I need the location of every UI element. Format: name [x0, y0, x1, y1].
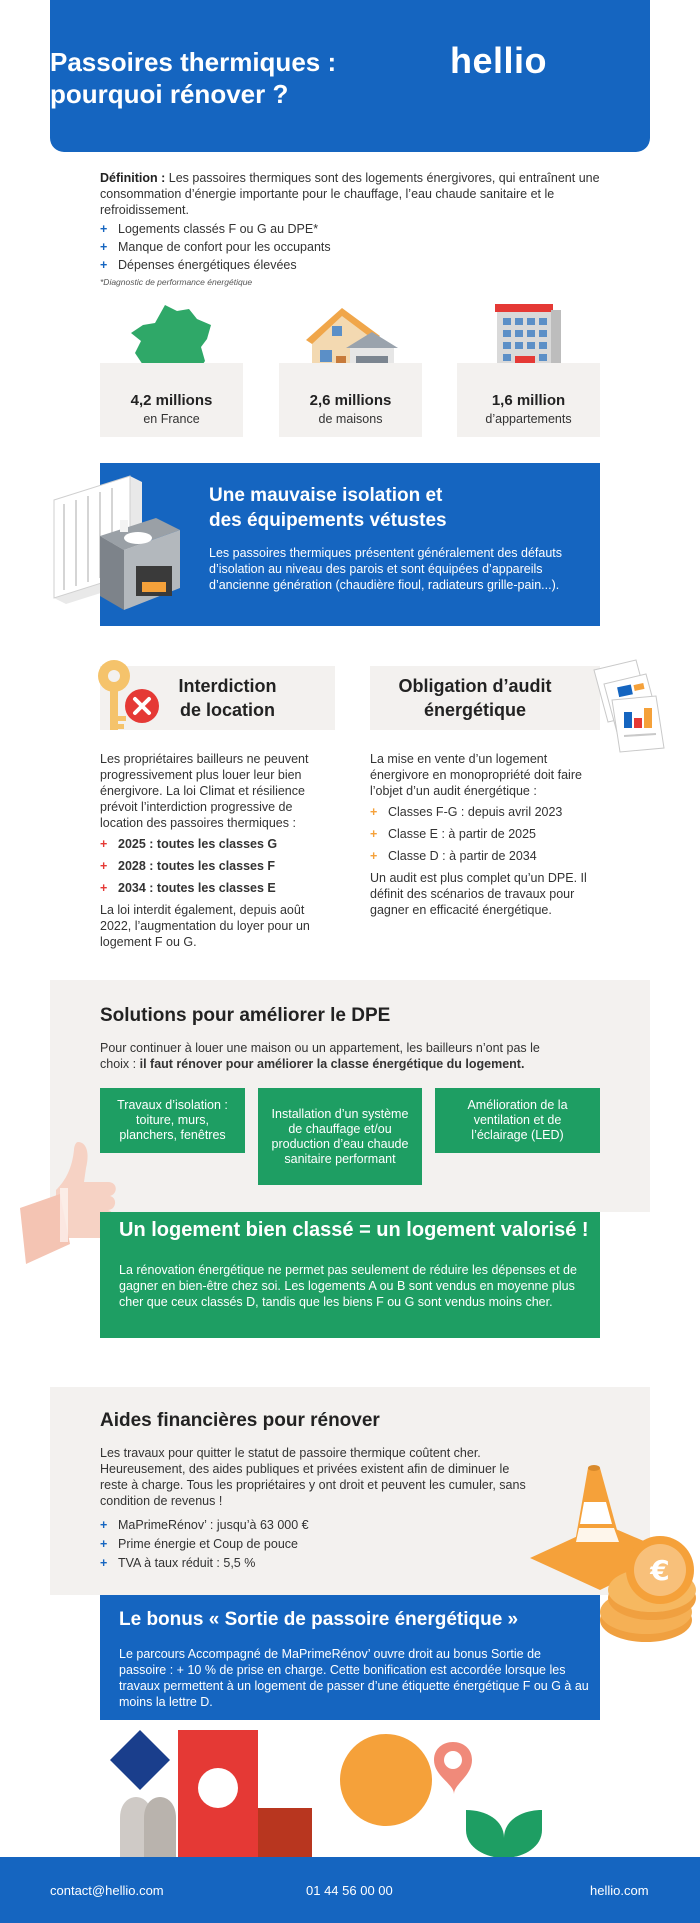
- list-item: [100, 1536, 309, 1555]
- plus-icon: +: [100, 222, 108, 236]
- plus-icon: +: [370, 827, 378, 841]
- bonus-text: Le parcours Accompagné de MaPrimeRénov’ ouvre droit au bonus Sortie de passoire : + 10 % de prise en charge. Cette bonification est accordée lorsque les travaux permettent à un logement de passer d’une étiquette énergétique F ou G à au moins la lettre D.: [119, 1647, 589, 1709]
- list-item-text: Classe D : à partir de 2034: [388, 849, 537, 863]
- solution-card-text: Installation d’un système de chauffage et/ou production d’eau chaude sanitaire performant: [271, 1106, 409, 1166]
- valorise-title: Un logement bien classé = un logement valorisé !: [119, 1219, 589, 1241]
- solution-card-ventilation: [435, 1088, 600, 1153]
- list-item: [370, 848, 600, 870]
- aides-title: Aides financières pour rénover: [100, 1410, 380, 1431]
- solution-card-text: Travaux d’isolation : toiture, murs, planchers, fenêtres: [117, 1098, 228, 1142]
- audit-documents-icon: [584, 656, 672, 756]
- solution-card-heating: [258, 1088, 422, 1185]
- list-item-text: Manque de confort pour les occupants: [118, 240, 331, 254]
- audit-title-line1: Obligation d’audit: [398, 676, 552, 696]
- decorative-shapes-banner: [110, 1730, 590, 1858]
- list-item: [100, 1555, 309, 1574]
- list-item-text: Dépenses énergétiques élevées: [118, 258, 297, 272]
- plus-icon: +: [100, 837, 108, 851]
- stat-label: de maisons: [318, 412, 383, 426]
- bonus-title: Le bonus « Sortie de passoire énergétique »: [119, 1609, 519, 1630]
- audit-intro: La mise en vente d’un logement énergivore en monopropriété doit faire l’objet d’un audit énergétique :: [370, 752, 582, 798]
- list-item-text: Classe E : à partir de 2025: [388, 827, 536, 841]
- svg-text:€: €: [650, 1554, 670, 1587]
- stat-card-apartments: [457, 363, 600, 437]
- list-item: [370, 826, 600, 848]
- footnote: *Diagnostic de performance énergétique: [100, 277, 253, 287]
- isolation-title-line1: Une mauvaise isolation et: [209, 485, 443, 506]
- old-radiator-and-boiler-icon: [50, 470, 186, 620]
- solutions-text-bold: il faut rénover pour améliorer la classe énergétique du logement.: [139, 1057, 525, 1071]
- isolation-title-line2: des équipements vétustes: [209, 510, 447, 531]
- list-item: [370, 804, 600, 826]
- audit-title: [370, 674, 580, 722]
- aides-text: Les travaux pour quitter le statut de passoire thermique coûtent cher. Heureusement, des aides publiques et privées existent afin de diminuer le reste à charge. Tous les propriétaires y ont droit et peuvent les cumuler, sans condition de revenus !: [100, 1446, 526, 1508]
- audit-header: [370, 666, 600, 730]
- plus-icon: +: [100, 859, 108, 873]
- page-title: [50, 46, 390, 110]
- list-item-text: 2025 : toutes les classes G: [118, 837, 278, 851]
- page-title-line1: Passoires thermiques :: [50, 47, 337, 77]
- plus-icon: +: [100, 1556, 108, 1570]
- plus-icon: +: [370, 805, 378, 819]
- interdiction-title-line1: Interdiction: [178, 676, 277, 696]
- footer-phone-link[interactable]: 01 44 56 00 00: [306, 1883, 393, 1898]
- solutions-title: Solutions pour améliorer le DPE: [100, 1005, 391, 1026]
- key-forbidden-icon: [92, 654, 164, 740]
- stat-value: 4,2 millions: [130, 392, 213, 409]
- stat-label: d’appartements: [485, 412, 572, 426]
- interdiction-title-line2: de location: [179, 700, 275, 720]
- definition-label: Définition :: [100, 171, 166, 185]
- stat-card-houses: [279, 363, 422, 437]
- audit-title-line2: énergétique: [423, 700, 527, 720]
- plus-icon: +: [100, 881, 108, 895]
- stat-card-france: [100, 363, 243, 437]
- isolation-title: [209, 483, 499, 533]
- definition-text: Les passoires thermiques sont des logements énergivores, qui entraînent une consommation d’énergie importante pour le chauffage, l’eau chaude sanitaire et le refroidissement.: [100, 171, 600, 217]
- definition-paragraph: [100, 170, 605, 218]
- plus-icon: +: [100, 1537, 108, 1551]
- definition-bullet-list: [100, 220, 600, 274]
- solutions-text: [100, 1040, 560, 1072]
- list-item: [100, 858, 335, 880]
- hellio-logo[interactable]: hellio: [450, 40, 548, 81]
- list-item-text: 2034 : toutes les classes E: [118, 881, 276, 895]
- list-item-text: 2028 : toutes les classes F: [118, 859, 276, 873]
- list-item-text: Classes F-G : depuis avril 2023: [388, 805, 563, 819]
- audit-outro: Un audit est plus complet qu’un DPE. Il définit des scénarios de travaux pour gagner en efficacité énergétique.: [370, 871, 587, 917]
- list-item: [100, 880, 335, 902]
- isolation-text: Les passoires thermiques présentent généralement des défauts d’isolation au niveau des parois et sont équipées d’appareils d’ancienne génération (chaudière fioul, radiateurs grille-pain...).: [209, 546, 562, 592]
- list-item-text: MaPrimeRénov’ : jusqu’à 63 000 €: [118, 1518, 309, 1532]
- list-item: [100, 1517, 309, 1536]
- list-item: [100, 836, 335, 858]
- list-item: [100, 238, 600, 256]
- plus-icon: +: [100, 1518, 108, 1532]
- plus-icon: +: [100, 240, 108, 254]
- list-item: [100, 256, 600, 274]
- plus-icon: +: [370, 849, 378, 863]
- list-item: [100, 220, 600, 238]
- interdiction-outro: La loi interdit également, depuis août 2022, l’augmentation du loyer pour un logement F ou G.: [100, 903, 310, 949]
- valorise-text: La rénovation énergétique ne permet pas seulement de réduire les dépenses et de gagner en bien-être chez soi. Les logements A ou B sont vendus en moyenne plus cher que ceux classés D, tandis que les biens F ou G sont vendus moins cher.: [119, 1263, 577, 1309]
- solution-card-text: Amélioration de la ventilation et de l’éclairage (LED): [467, 1098, 568, 1142]
- plus-icon: +: [100, 258, 108, 272]
- stat-label: en France: [143, 412, 200, 426]
- footer-email-link[interactable]: contact@hellio.com: [50, 1883, 164, 1898]
- stat-value: 1,6 million: [491, 392, 566, 409]
- list-item-text: TVA à taux réduit : 5,5 %: [118, 1556, 256, 1570]
- footer-website-link[interactable]: hellio.com: [590, 1883, 649, 1898]
- interdiction-intro: Les propriétaires bailleurs ne peuvent progressivement plus louer leur bien énergivore. La loi Climat et résilience prévoit l’interdiction progressive de location des passoires thermiques :: [100, 752, 309, 830]
- list-item-text: Logements classés F ou G au DPE*: [118, 222, 319, 236]
- solution-card-isolation: [100, 1088, 245, 1153]
- page-title-line2: pourquoi rénover ?: [50, 79, 289, 109]
- stat-value: 2,6 millions: [309, 392, 392, 409]
- aides-list: [100, 1517, 309, 1574]
- solutions-text-regular: Pour continuer à louer une maison ou un appartement, les bailleurs n’ont pas le choix :: [100, 1041, 540, 1071]
- audit-list: [370, 804, 600, 870]
- interdiction-list: [100, 836, 335, 902]
- list-item-text: Prime énergie et Coup de pouce: [118, 1537, 298, 1551]
